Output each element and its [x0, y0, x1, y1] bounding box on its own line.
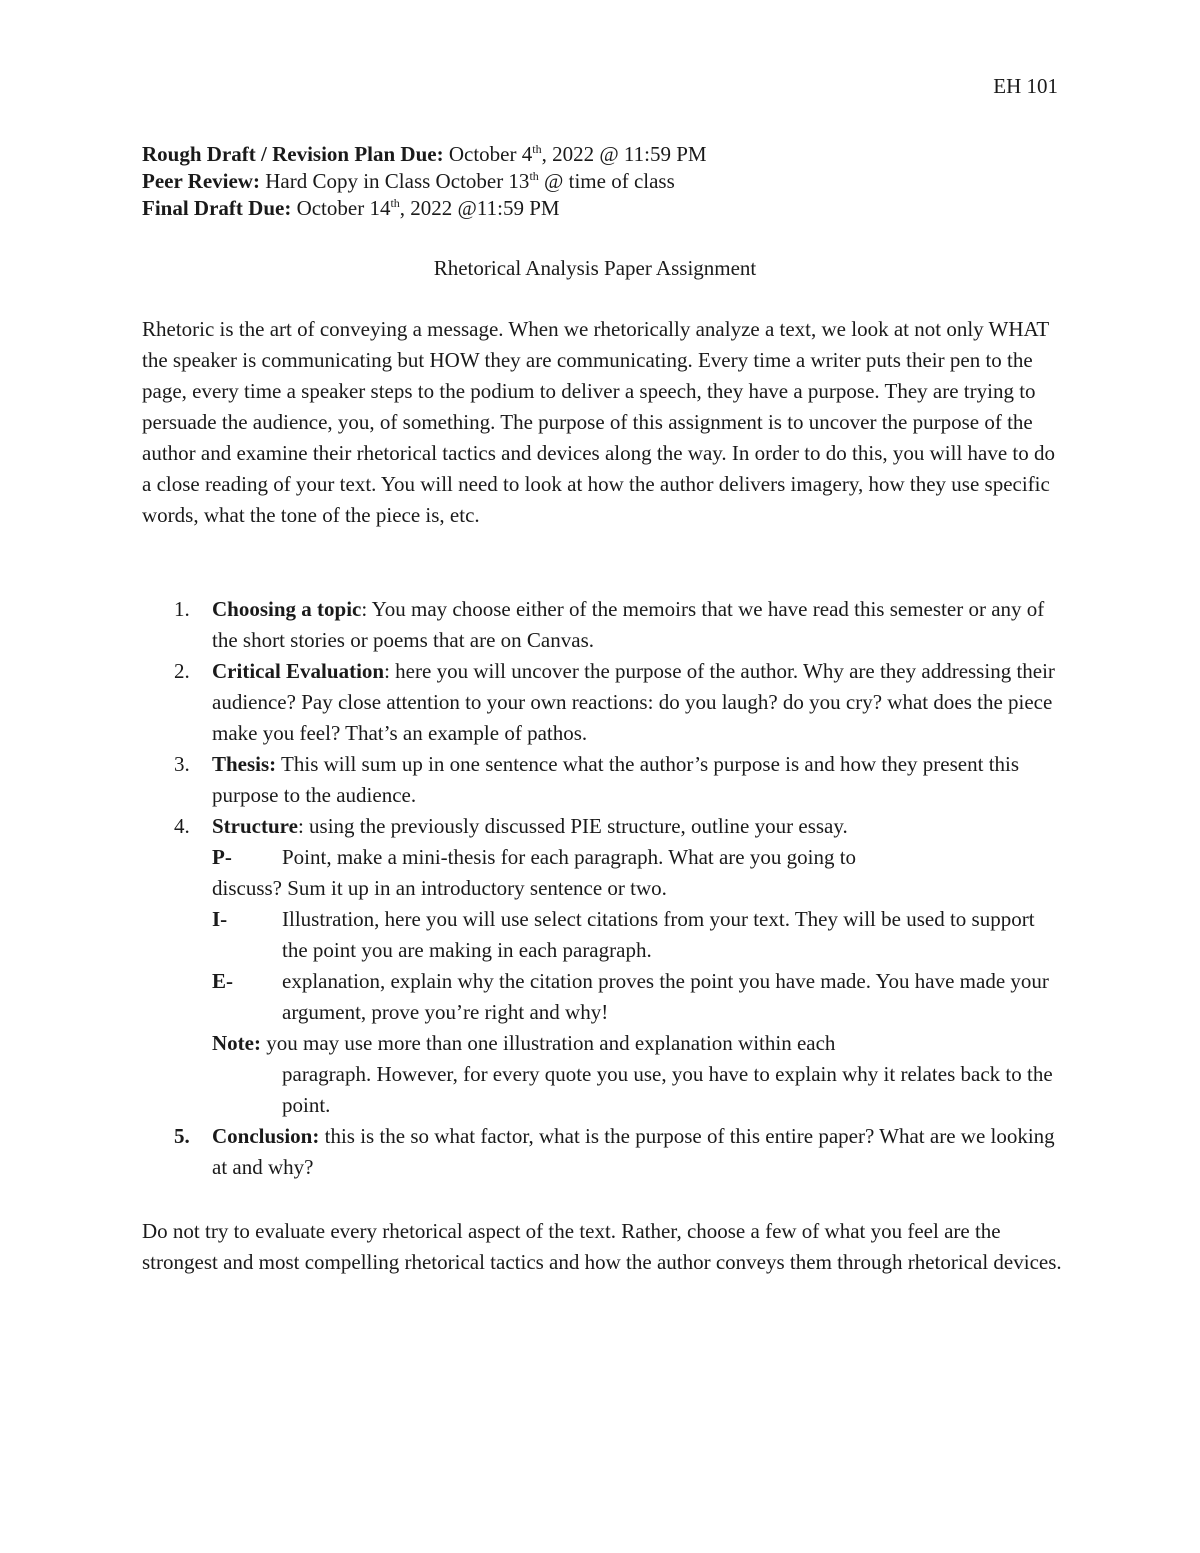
- ordinal-suffix: th: [532, 142, 542, 156]
- peer-review-date: Hard Copy in Class October 13: [259, 169, 530, 193]
- list-item: [142, 811, 1062, 842]
- item-number: 5.: [174, 1124, 190, 1148]
- pie-note: [142, 1028, 1062, 1121]
- item-label: Thesis:: [212, 752, 277, 776]
- intro-paragraph: Rhetoric is the art of conveying a message. When we rhetorically analyze a text, we look at not only WHAT the speaker is communicating but HOW they are communicating. Every time a writer puts their pen to the page, every time a speaker steps to the podium to deliver a speech, they have a purpose. They are trying to persuade the audience, you, of something. The purpose of this assignment is to uncover the purpose of the author and examine their rhetorical tactics and devices along the way. In order to do this, you will have to do a close reading of your text. You will need to look at how the author delivers imagery, how they use specific words, what the tone of the piece is, etc.: [142, 317, 1056, 527]
- peer-review-label: Peer Review:: [142, 169, 260, 193]
- instruction-list: [142, 594, 1062, 1183]
- final-draft-label: Final Draft Due:: [142, 196, 292, 220]
- pie-letter: E-: [212, 969, 233, 993]
- pie-illustration: [142, 904, 1062, 966]
- item-text: this is the so what factor, what is the purpose of this entire paper? What are we looking at and why?: [212, 1124, 1055, 1179]
- item-text: This will sum up in one sentence what the author’s purpose is and how they present this purpose to the audience.: [212, 752, 1020, 807]
- item-label: Conclusion:: [212, 1124, 320, 1148]
- note-label: Note:: [212, 1031, 261, 1055]
- item-text: : here you will uncover the purpose of the author. Why are they addressing their audience? Pay close attention to your own reactions: do you laugh? do you cry? what does the piece make you feel? That’s an example of pathos.: [212, 659, 1055, 745]
- list-item: [142, 656, 1062, 749]
- pie-text: explanation, explain why the citation proves the point you have made. You have made your argument, prove you’re right and why!: [282, 969, 1049, 1024]
- final-draft-time: , 2022 @11:59 PM: [399, 196, 560, 220]
- ordinal-suffix: th: [529, 169, 539, 183]
- note-text: you may use more than one illustration and explanation within each: [260, 1031, 836, 1055]
- item-number: 4.: [174, 814, 190, 838]
- rough-draft-time: , 2022 @ 11:59 PM: [541, 142, 707, 166]
- pie-text: Point, make a mini-thesis for each paragraph. What are you going to: [282, 845, 857, 869]
- pie-point: [142, 842, 1062, 904]
- item-label: Structure: [212, 814, 298, 838]
- pie-letter: P-: [212, 845, 232, 869]
- pie-explanation: [142, 966, 1062, 1028]
- final-draft-due: [142, 195, 1062, 222]
- item-number: 2.: [174, 659, 190, 683]
- peer-review-time: @ time of class: [538, 169, 675, 193]
- assignment-title: Rhetorical Analysis Paper Assignment: [433, 256, 757, 280]
- item-label: Critical Evaluation: [212, 659, 385, 683]
- pie-text: Illustration, here you will use select citations from your text. They will be used to support the point you are making in each paragraph.: [282, 907, 1035, 962]
- peer-review-due: [142, 168, 1062, 195]
- list-item: [142, 1121, 1062, 1183]
- pie-text-continued: discuss? Sum it up in an introductory sentence or two.: [212, 876, 667, 900]
- list-item: [142, 594, 1062, 656]
- rough-draft-label: Rough Draft / Revision Plan Due:: [142, 142, 444, 166]
- ordinal-suffix: th: [390, 196, 400, 210]
- item-text: : using the previously discussed PIE structure, outline your essay.: [297, 814, 848, 838]
- item-label: Choosing a topic: [212, 597, 362, 621]
- course-code: EH 101: [993, 74, 1058, 98]
- pie-letter: I-: [212, 907, 228, 931]
- item-number: 1.: [174, 597, 190, 621]
- final-draft-date: October 14: [291, 196, 391, 220]
- rough-draft-date: October 4: [443, 142, 533, 166]
- note-text-continued: paragraph. However, for every quote you use, you have to explain why it relates back to the point.: [282, 1062, 1053, 1117]
- rough-draft-due: [142, 141, 1062, 168]
- closing-paragraph: Do not try to evaluate every rhetorical aspect of the text. Rather, choose a few of what you feel are the strongest and most compelling rhetorical tactics and how the author conveys them through rhetorical devices.: [142, 1219, 1062, 1274]
- item-text: : You may choose either of the memoirs that we have read this semester or any of the short stories or poems that are on Canvas.: [212, 597, 1045, 652]
- item-number: 3.: [174, 752, 190, 776]
- due-dates: [142, 141, 1062, 222]
- list-item: [142, 749, 1062, 811]
